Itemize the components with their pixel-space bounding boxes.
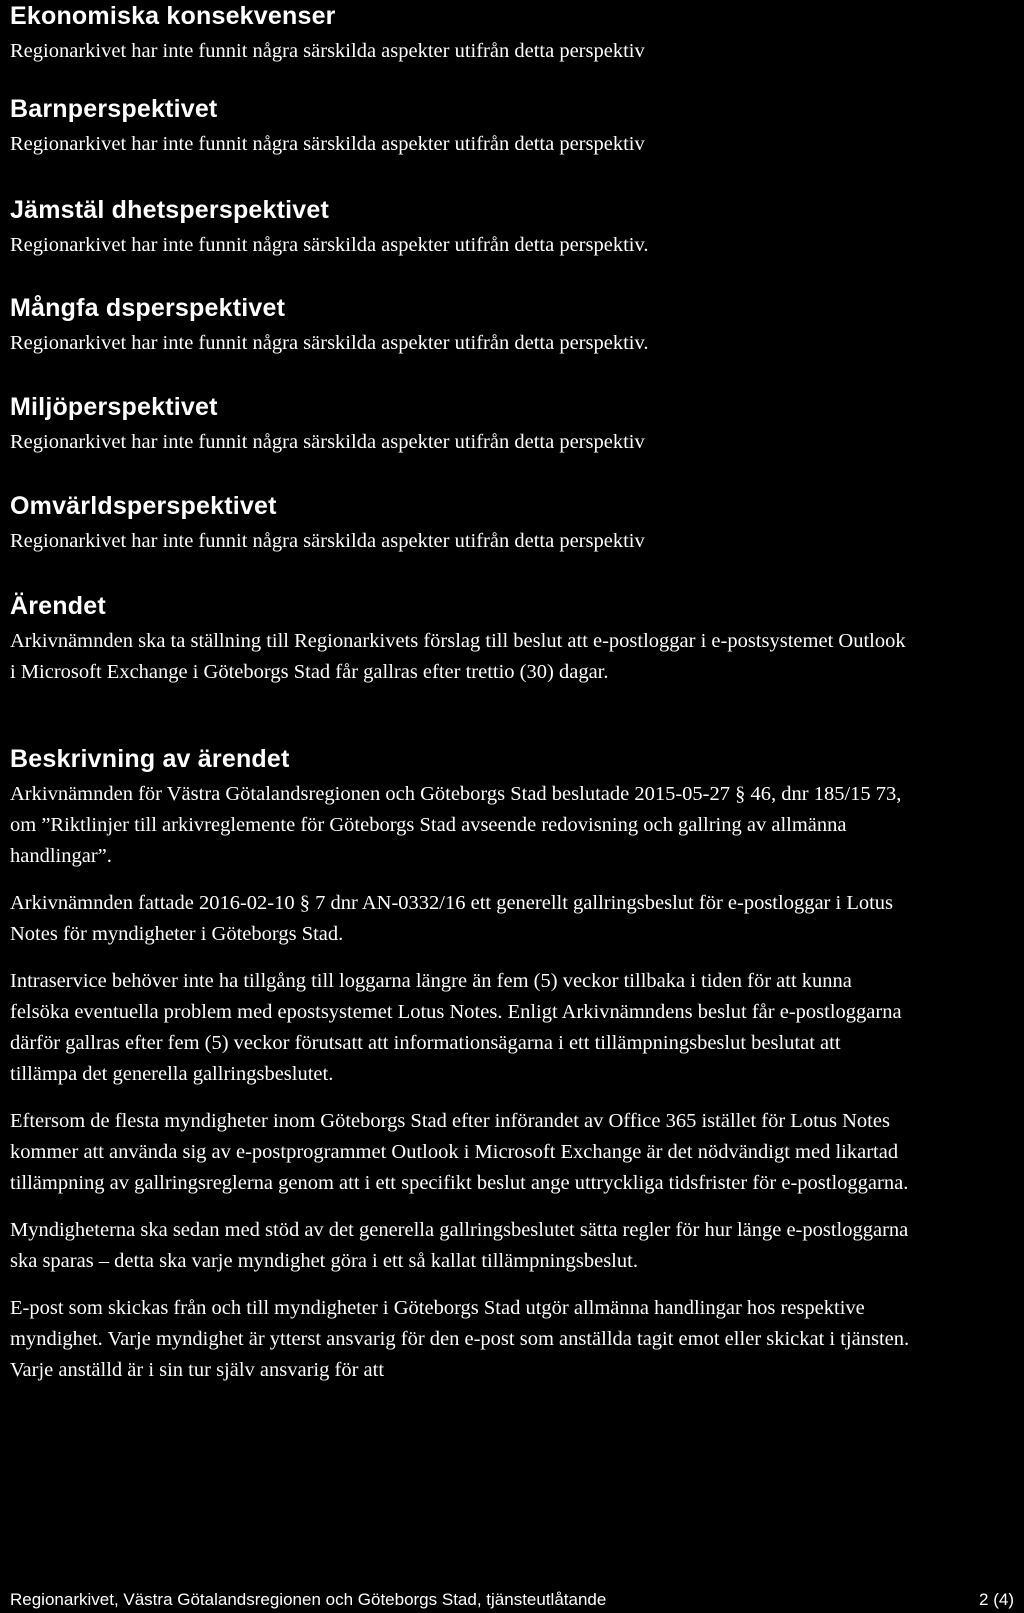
- footer-document-info: Regionarkivet, Västra Götalandsregionen och Göteborgs Stad, tjänsteutlåtande: [10, 1590, 607, 1609]
- section-heading: Omvärldsperspektivet: [10, 492, 277, 520]
- section-heading: Barnperspektivet: [10, 95, 218, 123]
- section-text: Regionarkivet har inte funnit några särskilda aspekter utifrån detta perspektiv: [10, 40, 645, 62]
- paragraph: Myndigheterna ska sedan med stöd av det generella gallringsbeslutet sätta regler för hur länge e-postloggarna ska sparas – detta ska varje myndighet göra i ett så kallat tillämpningsbeslut.: [10, 1219, 909, 1272]
- section-heading: Jämstäl dhetsperspektivet: [10, 196, 330, 224]
- section-omvarld: [10, 492, 910, 557]
- page-number: 2 (4): [979, 1590, 1014, 1609]
- section-mangfald: [10, 294, 910, 359]
- section-text: Regionarkivet har inte funnit några särskilda aspekter utifrån detta perspektiv.: [10, 234, 649, 256]
- paragraph: E-post som skickas från och till myndigheter i Göteborgs Stad utgör allmänna handlingar hos respektive myndighet. Varje myndighet är ytterst ansvarig för den e-post som anställda tagit emot eller skickat i tjänsten. Varje anställd är i sin tur själv ansvarig för att: [10, 1297, 910, 1381]
- paragraph: Arkivnämnden fattade 2016-02-10 § 7 dnr AN-0332/16 ett generellt gallringsbeslut för e-postloggar i Lotus Notes för myndigheter i Göteborgs Stad.: [10, 892, 894, 945]
- section-text: Regionarkivet har inte funnit några särskilda aspekter utifrån detta perspektiv: [10, 133, 645, 155]
- section-text: Regionarkivet har inte funnit några särskilda aspekter utifrån detta perspektiv: [10, 530, 645, 552]
- paragraph: Arkivnämnden för Västra Götalandsregionen och Göteborgs Stad beslutade 2015-05-27 § 46, dnr 185/15 73, om ”Riktlinjer till arkivreglemente för Göteborgs Stad avseende redovisning och gallring av allmänna handlingar”.: [10, 783, 902, 867]
- section-text: Regionarkivet har inte funnit några särskilda aspekter utifrån detta perspektiv.: [10, 332, 649, 354]
- section-heading: Beskrivning av ärendet: [10, 745, 290, 773]
- section-miljo: [10, 393, 910, 458]
- section-heading: Ärendet: [10, 592, 106, 620]
- section-heading: Miljöperspektivet: [10, 393, 218, 421]
- paragraph: Intraservice behöver inte ha tillgång till loggarna längre än fem (5) veckor tillbaka i tiden för att kunna felsöka eventuella problem med epostsystemet Lotus Notes. Enligt Arkivnämndens beslut får e-postloggarna därför gallras efter fem (5) veckor förutsatt att informationsägarna i ett tillämpningsbeslut beslutat att tillämpa det generella gallringsbeslutet.: [10, 970, 902, 1085]
- section-ekonomiska: [10, 2, 910, 67]
- section-jamstalldhet: [10, 196, 910, 261]
- section-text: Regionarkivet har inte funnit några särskilda aspekter utifrån detta perspektiv: [10, 431, 645, 453]
- section-text: Arkivnämnden ska ta ställning till Regionarkivets förslag till beslut att e-postloggar i e-postsystemet Outlook i Microsoft Exchange i Göteborgs Stad får gallras efter trettio (30) dagar.: [10, 630, 906, 683]
- section-heading: Mångfa dsperspektivet: [10, 294, 286, 322]
- paragraph: Eftersom de flesta myndigheter inom Göteborgs Stad efter införandet av Office 365 istället för Lotus Notes kommer att använda sig av e-postprogrammet Outlook i Microsoft Exchange är det nödvändigt med likartad tillämpning av gallringsreglerna genom att i ett specifikt beslut ange uttryckliga tidsfrister för e-postloggarna.: [10, 1110, 909, 1194]
- section-barn: [10, 95, 910, 160]
- section-beskrivning: [10, 745, 910, 1386]
- section-heading: Ekonomiska konsekvenser: [10, 2, 336, 30]
- section-arendet: [10, 592, 910, 688]
